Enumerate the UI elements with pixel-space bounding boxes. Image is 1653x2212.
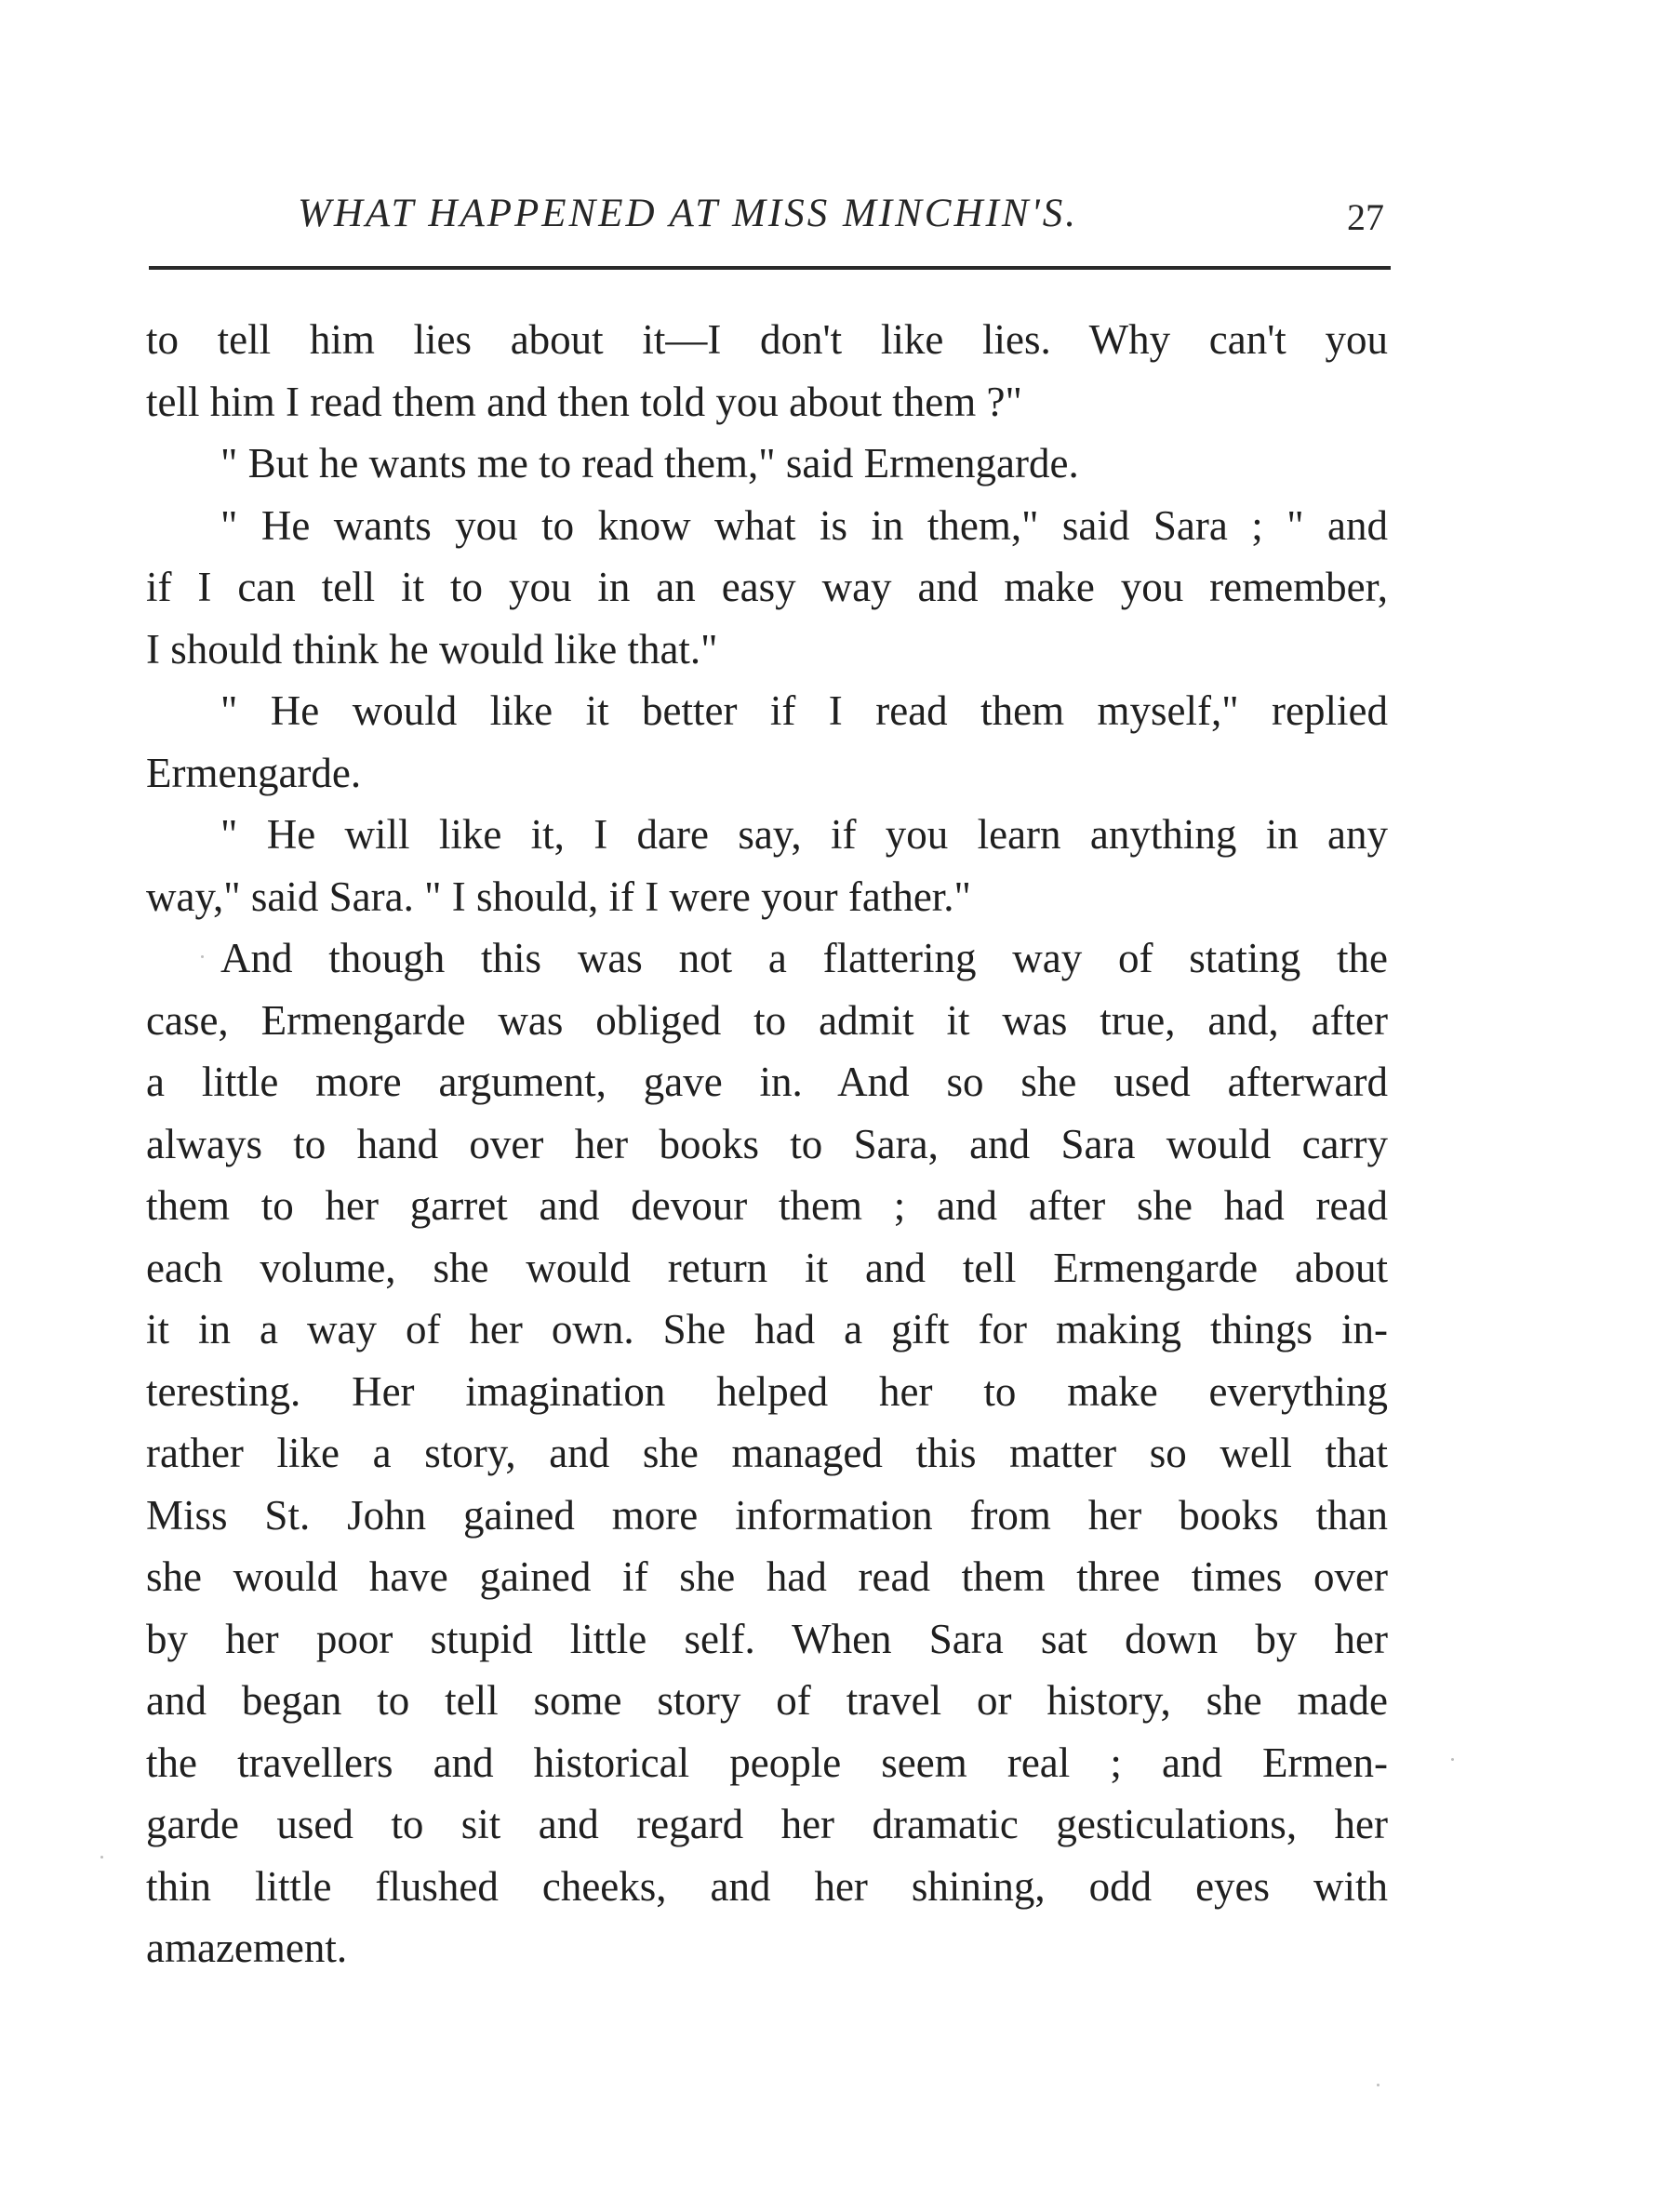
text-line: always to hand over her books to Sara, and Sara would carry [146, 1120, 1388, 1167]
paper-speck [201, 955, 204, 958]
text-line: if I can tell it to you in an easy way and make you remember, [146, 564, 1388, 610]
text-line: Miss St. John gained more information from her books than [146, 1491, 1388, 1539]
text-line: each volume, she would return it and tell Ermengarde about [146, 1244, 1388, 1291]
text-line: and began to tell some story of travel or history, she made [146, 1677, 1388, 1724]
text-line: " He will like it, I dare say, if you learn anything in any [220, 811, 1388, 858]
text-line: amazement. [146, 1925, 348, 1971]
body-text [146, 309, 1388, 1979]
text-line: " But he wants me to read them," said Ermengarde. [220, 440, 1079, 486]
text-line: by her poor stupid little self. When Sara sat down by her [146, 1615, 1388, 1662]
text-line: them to her garret and devour them ; and after she had read [146, 1182, 1388, 1229]
text-line: " He wants you to know what is in them," said Sara ; " and [220, 501, 1388, 549]
text-line: I should think he would like that." [146, 625, 718, 673]
text-line: garde used to sit and regard her dramatic gesticulations, her [146, 1801, 1388, 1847]
text-line: And though this was not a flattering way of stating the [220, 935, 1388, 981]
running-title: WHAT HAPPENED AT MISS MINCHIN'S. [298, 192, 1078, 235]
page-number: 27 [1347, 196, 1384, 238]
text-line: it in a way of her own. She had a gift for making things in- [146, 1306, 1388, 1353]
text-line: Ermengarde. [146, 749, 362, 796]
text-line: case, Ermengarde was obliged to admit it was true, and, after [146, 996, 1388, 1044]
header-rule [149, 266, 1391, 270]
text-line: rather like a story, and she managed this matter so well that [146, 1430, 1388, 1476]
text-line: a little more argument, gave in. And so she used afterward [146, 1059, 1388, 1105]
paper-speck [1377, 2084, 1380, 2086]
text-line: way," said Sara. " I should, if I were your father." [146, 873, 971, 920]
text-line: to tell him lies about it—I don't like lies. Why can't you [146, 316, 1388, 363]
text-line: " He would like it better if I read them myself," replied [220, 687, 1388, 734]
text-line: she would have gained if she had read them three times over [146, 1553, 1388, 1600]
paper-speck [1451, 1758, 1454, 1761]
text-line: tell him I read them and then told you about them ?" [146, 378, 1022, 425]
paper-speck [100, 1856, 103, 1859]
text-line: the travellers and historical people seem real ; and Ermen- [146, 1739, 1388, 1786]
text-line: teresting. Her imagination helped her to make everything [146, 1367, 1388, 1415]
text-line: thin little flushed cheeks, and her shining, odd eyes with [146, 1862, 1388, 1910]
